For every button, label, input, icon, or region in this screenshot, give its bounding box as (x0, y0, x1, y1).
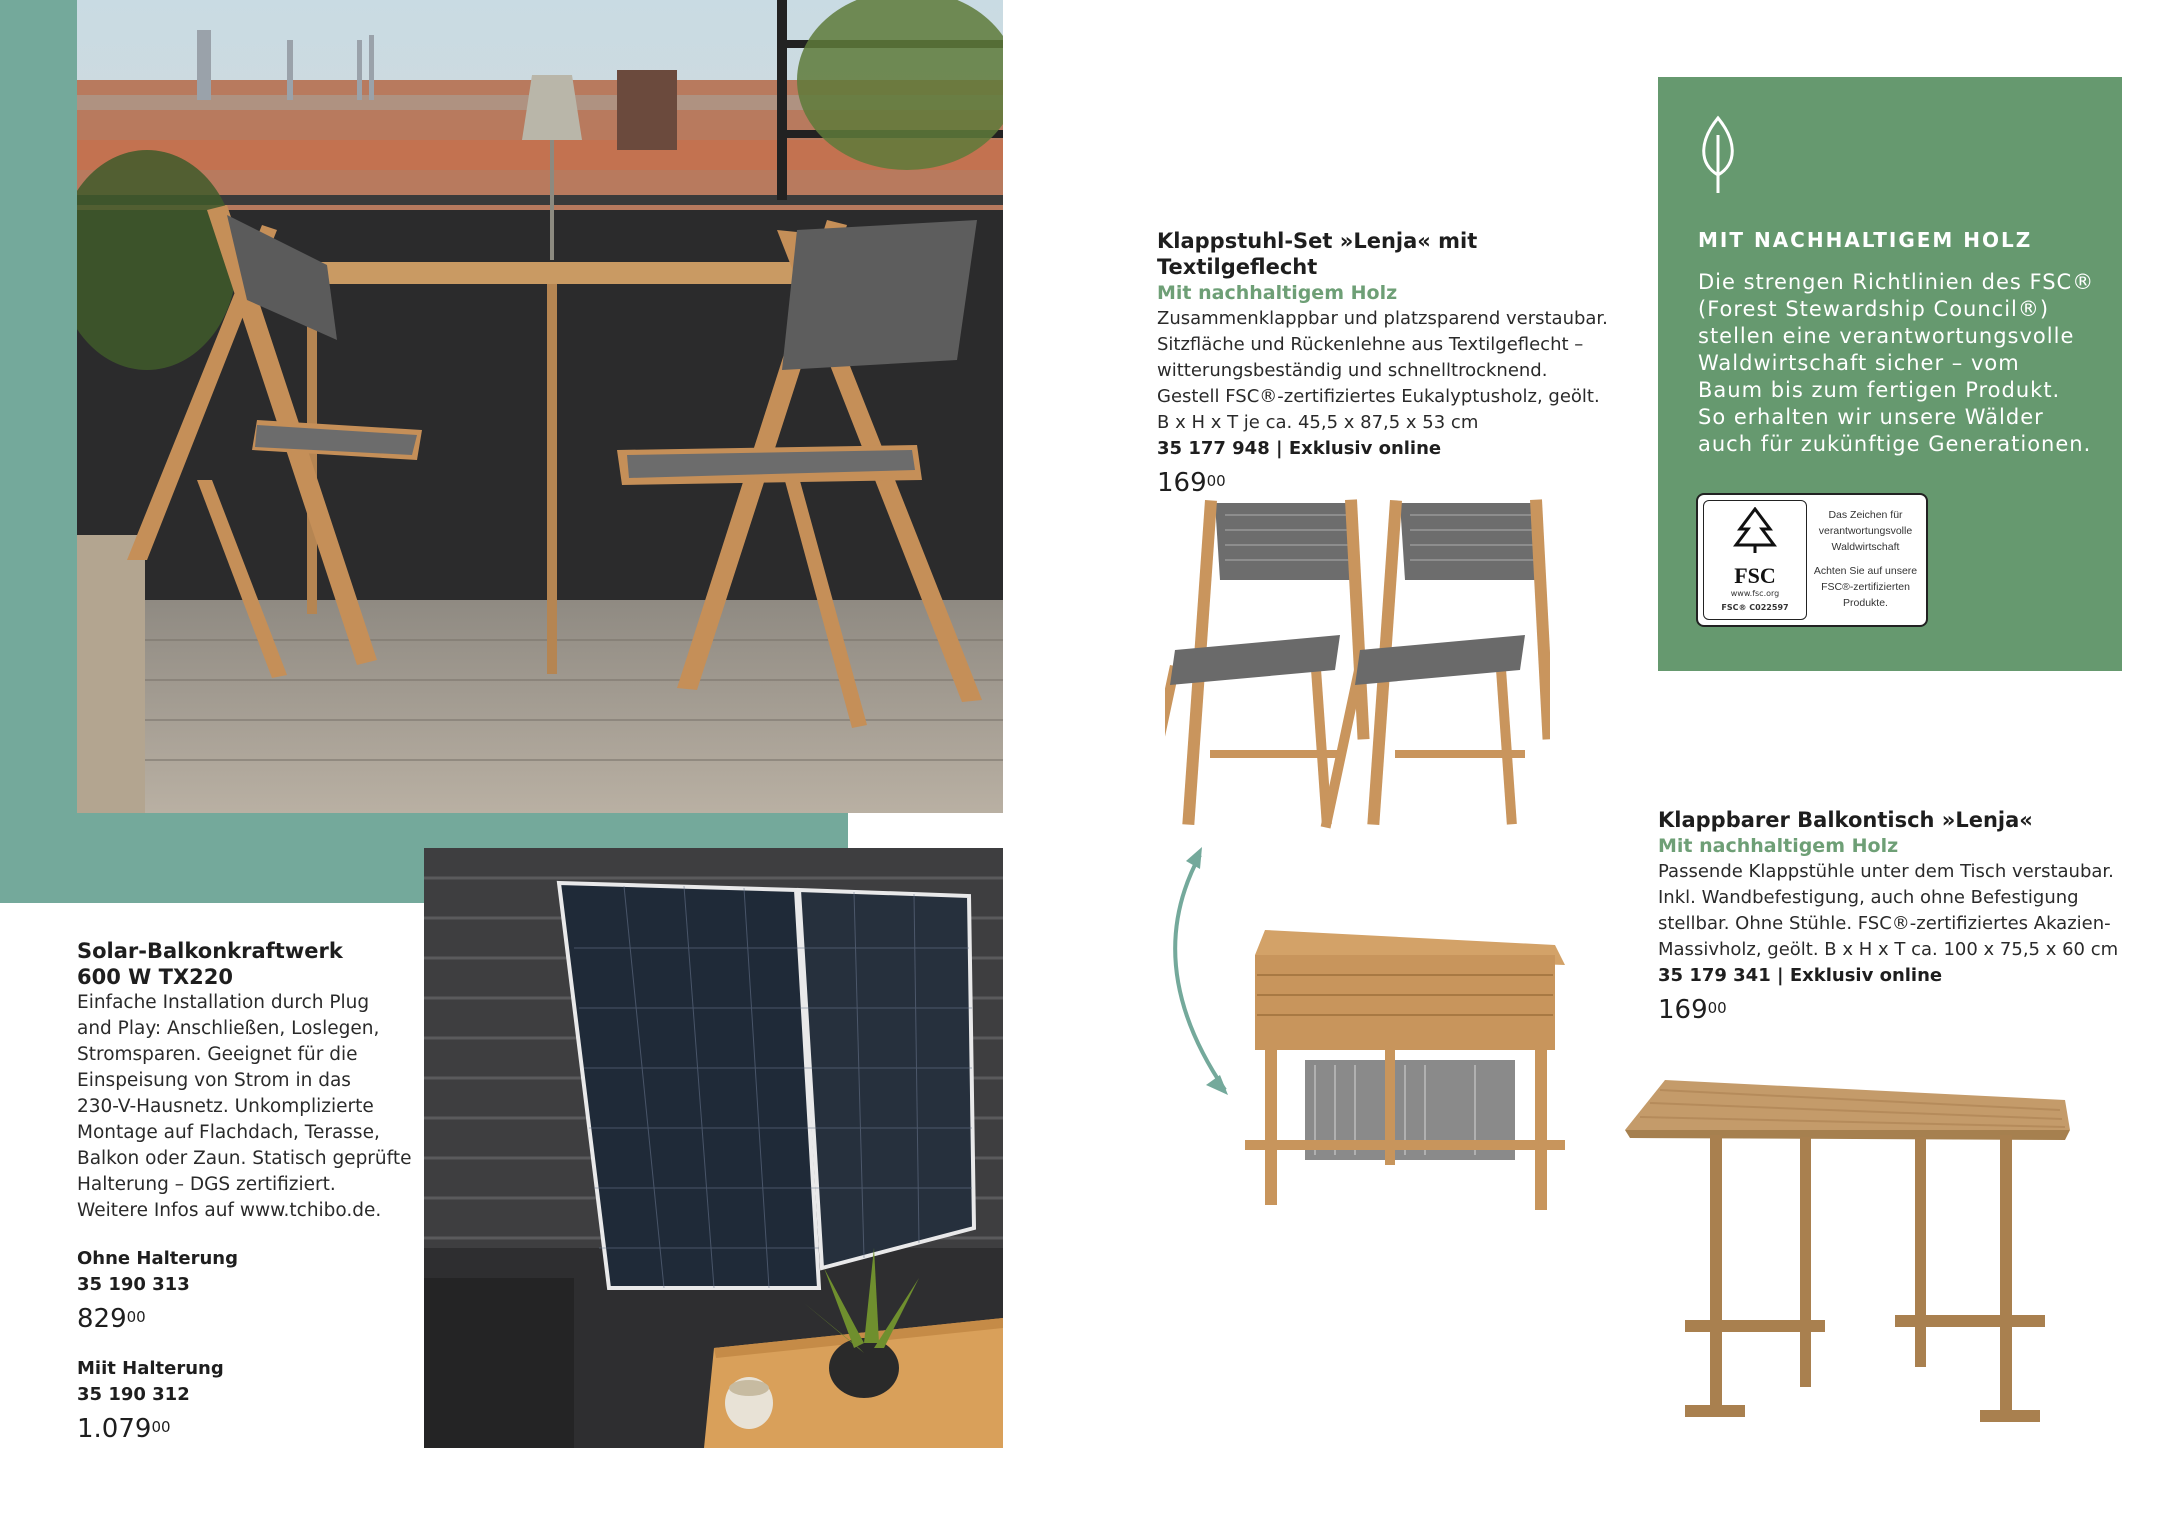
chair-set-title: Klappstuhl-Set »Lenja« mit Textilgeflecht (1157, 229, 1478, 279)
table-info (1658, 807, 2138, 1025)
chair-set-subtitle: Mit nachhaltigem Holz (1157, 282, 1398, 304)
table-subtitle: Mit nachhaltigem Holz (1658, 835, 1899, 857)
leaf-icon (1696, 115, 1740, 195)
fsc-logo-caption: Das Zeichen für verantwortungsvolle Waldwirtschaft Achten Sie auf unsere FSC®-zertifizierten Produkte. (1813, 509, 1918, 609)
chair-set-description: Zusammenklappbar und platzsparend verstaubar. Sitzfläche und Rückenlehne aus Textilgeflecht – witterungsbeständig und schnelltrocknend. Gestell FSC®-zertifiziertes Eukalyptusholz, geölt. B x H x T je ca. 45,5 x 87,5 x 53 cm (1157, 308, 1608, 433)
fsc-code: FSC® C022597 (1721, 603, 1789, 612)
solar-variant2-article: 35 190 312 (77, 1384, 190, 1405)
fsc-text: FSC (1734, 563, 1776, 588)
chair-set-price: $169^{00}$ (1157, 468, 1226, 498)
solar-variant2-label: Miit Halterung (77, 1358, 224, 1379)
teal-background-left (0, 0, 77, 903)
chair-set-article: 35 177 948 | Exklusiv online (1157, 438, 1442, 459)
fsc-logo (1696, 493, 1928, 627)
sustainability-text: Die strengen Richtlinien des FSC® (Forest Stewardship Council®) stellen eine verantwortungsvolle Waldwirtschaft sicher – vom Baum bis zum fertigen Produkt. So erhalten wir unsere Wälder auch für zukünftige Generationen. (1698, 270, 2095, 456)
table-article: 35 179 341 | Exklusiv online (1658, 965, 1943, 986)
table-title: Klappbarer Balkontisch »Lenja« (1658, 808, 2033, 832)
table-description: Passende Klappstühle unter dem Tisch verstaubar. Inkl. Wandbefestigung, auch ohne Befestigung stellbar. Ohne Stühle. FSC®-zertifiziertes Akazien- Massivholz, geölt. B x H x T ca. 100 x 75,5 x 60 cm (1658, 861, 2119, 960)
sustainability-box (1658, 77, 2122, 671)
solar-panel-photo (424, 848, 1003, 1448)
solar-variant1-price: $829^{00}$ (77, 1304, 146, 1334)
folded-table-image (1245, 925, 1570, 1215)
solar-variant2-price: 1.079$^{00}$ (77, 1414, 171, 1444)
balcony-table-image (1625, 1075, 2075, 1430)
fsc-logo-mark (1703, 500, 1807, 620)
sustainability-title: MIT NACHHALTIGEM HOLZ (1698, 228, 2033, 252)
balcony-chairs-photo (77, 0, 1003, 813)
solar-description: Einfache Installation durch Plug and Play: Anschließen, Loslegen, Stromsparen. Geeignet für die Einspeisung von Strom in das 230-V-Hausnetz. Unkomplizierte Montage auf Flachdach, Terasse, Balkon oder Zaun. Statisch geprüfte Halterung – DGS zertifiziert. Weitere Infos auf www.tchibo.de. (77, 992, 412, 1221)
solar-variant1-article: 35 190 313 (77, 1274, 190, 1295)
fsc-tree-icon (1730, 507, 1780, 555)
table-price: $169^{00}$ (1658, 995, 1727, 1025)
fold-arrow-icon (1150, 845, 1230, 1095)
chair-set-product-image (1165, 495, 1550, 830)
solar-title: Solar-Balkonkraftwerk 600 W TX220 (77, 939, 343, 989)
fsc-url: www.fsc.org (1730, 589, 1780, 598)
chair-set-info (1157, 228, 1637, 498)
solar-info (77, 938, 417, 1444)
solar-variant1-label: Ohne Halterung (77, 1248, 238, 1269)
